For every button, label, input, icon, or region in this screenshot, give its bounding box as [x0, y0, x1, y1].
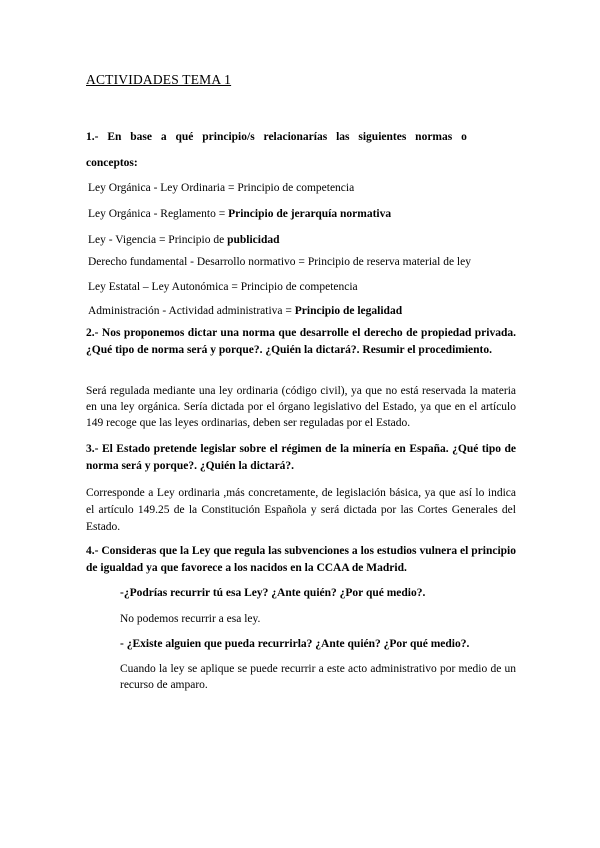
- q4-subquestion-2: - ¿Existe alguien que pueda recurrirla? ¿Ante quién? ¿Por qué medio?.: [120, 638, 470, 650]
- relation-answer: Principio de reserva material de ley: [307, 256, 471, 268]
- relation-answer: Principio de competencia: [237, 182, 355, 194]
- relation-pair: Ley Estatal – Ley Autonómica =: [88, 281, 241, 293]
- q2-question: 2.- Nos proponemos dictar una norma que desarrolle el derecho de propiedad privada. ¿Qué tipo de norma será y porque?. ¿Quién la dictará?. Resumir el procedimiento.: [86, 327, 516, 356]
- relation-item: [88, 255, 471, 269]
- q1-question-line2: conceptos:: [86, 157, 138, 169]
- q3-question: 3.- El Estado pretende legislar sobre el régimen de la minería en España. ¿Qué tipo de norma será y porque?. ¿Quién la dictará?.: [86, 443, 516, 472]
- relation-item: [88, 181, 354, 195]
- relation-answer: publicidad: [227, 234, 280, 246]
- q4-question: 4.- Consideras que la Ley que regula las subvenciones a los estudios vulnera el principio de igualdad ya que favorece a los nacidos en la CCAA de Madrid.: [86, 545, 516, 574]
- q2-answer: Será regulada mediante una ley ordinaria (código civil), ya que no está reservada la materia en una ley orgánica. Sería dictada por el órgano legislativo del Estado, ya que en el artículo 149 recoge que las leyes ordinarias, deben ser reguladas por el Estado.: [86, 385, 516, 429]
- relation-answer: Principio de competencia: [240, 281, 358, 293]
- relation-item: [88, 233, 280, 247]
- relation-pair: Ley - Vigencia = Principio de: [88, 234, 228, 246]
- page-title: ACTIVIDADES TEMA 1: [86, 72, 232, 87]
- relation-pair: Ley Orgánica - Ley Ordinaria =: [88, 182, 238, 194]
- relation-pair: Administración - Actividad administrativa =: [88, 305, 295, 317]
- relation-item: [88, 280, 358, 294]
- q3-answer: Corresponde a Ley ordinaria ,más concretamente, de legislación básica, ya que así lo indica el artículo 149.25 de la Constitución Española y será dictada por las Cortes Generales del Estado.: [86, 487, 516, 533]
- relation-item: [88, 304, 402, 318]
- relation-pair: Derecho fundamental - Desarrollo normativo =: [88, 256, 308, 268]
- q4-answer-1: No podemos recurrir a esa ley.: [120, 613, 261, 625]
- q4-answer-2: Cuando la ley se aplique se puede recurrir a este acto administrativo por medio de un recurso de amparo.: [120, 663, 516, 691]
- q1-question-line1: 1.- En base a qué principio/s relacionarías las siguientes normas o: [86, 131, 467, 143]
- relation-answer: Principio de jerarquía normativa: [228, 208, 392, 220]
- q4-subquestion-1: -¿Podrías recurrir tú esa Ley? ¿Ante quién? ¿Por qué medio?.: [120, 587, 426, 599]
- relation-pair: Ley Orgánica - Reglamento =: [88, 208, 229, 220]
- relation-answer: Principio de legalidad: [294, 305, 403, 317]
- relation-item: [88, 207, 391, 221]
